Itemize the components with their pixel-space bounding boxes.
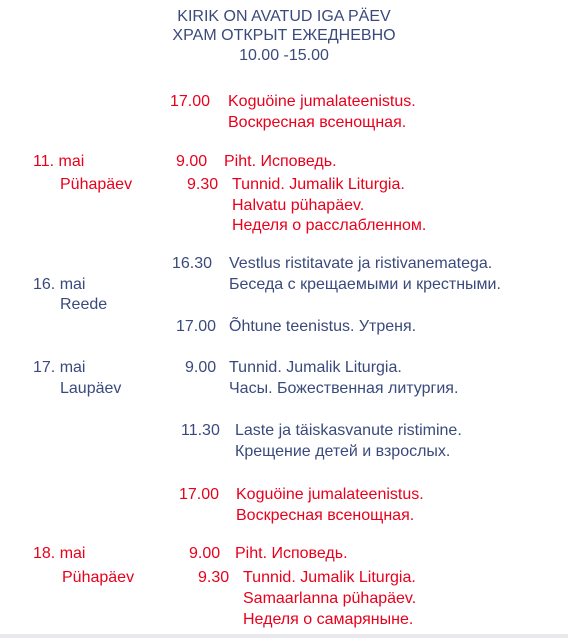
event-line: Неделя о самаряныне. — [243, 611, 414, 628]
event-time: 11.30 — [181, 422, 220, 439]
day-weekday: Pühapäev — [60, 176, 133, 193]
header-title-russian: ХРАМ ОТКРЫТ ЕЖЕДНЕВНО — [172, 27, 396, 44]
header-title-estonian: KIRIK ON AVATUD IGA PÄEV — [177, 8, 391, 25]
day-date: 17. mai — [33, 359, 86, 376]
day-weekday: Reede — [60, 296, 108, 313]
header-opening-hours: 10.00 -15.00 — [239, 47, 329, 64]
event-time: 17.00 — [176, 318, 217, 335]
event-title: Vestlus ristitavate ja ristivanematega. — [229, 255, 493, 272]
event-title: Koguöine jumalateenistus. — [228, 93, 416, 110]
event-time: 9.00 — [185, 359, 217, 376]
event-line: Halvatu pühapäev. — [232, 197, 365, 214]
event-title: Tunnid. Jumalik Liturgia. — [243, 569, 416, 586]
bottom-divider — [0, 634, 568, 638]
event-time: 9.00 — [176, 153, 208, 170]
event-subtitle: Воскресная всенощная. — [228, 114, 407, 131]
event-title: Piht. Исповедь. — [235, 545, 348, 562]
event-line: Крещение детей и взрослых. — [235, 443, 451, 460]
event-line: Неделя о расслабленном. — [232, 217, 427, 234]
event-title: Tunnid. Jumalik Liturgia. — [232, 176, 405, 193]
event-time: 16.30 — [172, 255, 213, 272]
event-time: 9.00 — [189, 545, 221, 562]
day-weekday: Laupäev — [60, 380, 122, 397]
event-line: Беседа с крещаемыми и крестными. — [229, 276, 501, 293]
day-date: 16. mai — [33, 276, 86, 293]
event-line: Часы. Божественная литургия. — [229, 380, 459, 397]
event-time: 9.30 — [187, 176, 219, 193]
event-title: Piht. Исповедь. — [224, 153, 337, 170]
event-line: Воскресная всенощная. — [236, 507, 415, 524]
event-time: 9.30 — [198, 569, 230, 586]
day-weekday: Pühapäev — [62, 569, 135, 586]
event-title: Koguöine jumalateenistus. — [236, 486, 424, 503]
day-date: 11. mai — [33, 153, 85, 170]
event-time: 17.00 — [170, 93, 211, 110]
event-line: Samaarlanna pühapäev. — [243, 590, 417, 607]
event-title: Laste ja täiskasvanute ristimine. — [235, 422, 462, 439]
event-title: Õhtune teenistus. Утреня. — [229, 318, 417, 335]
event-time: 17.00 — [179, 486, 220, 503]
day-date: 18. mai — [33, 545, 86, 562]
event-title: Tunnid. Jumalik Liturgia. — [229, 359, 402, 376]
